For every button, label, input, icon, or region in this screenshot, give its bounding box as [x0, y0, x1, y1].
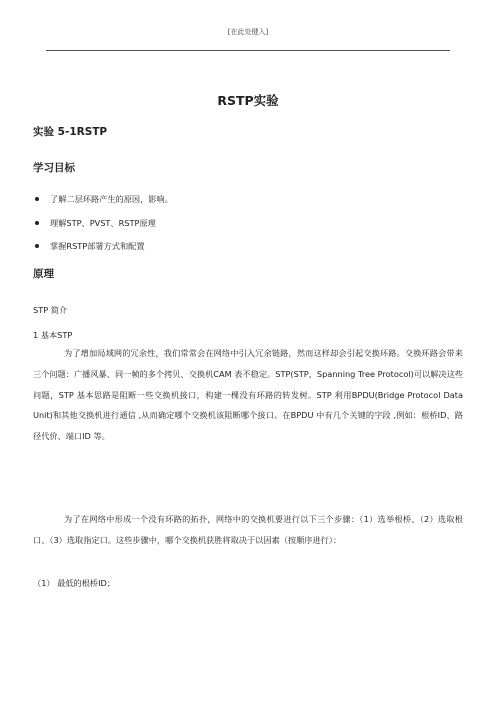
page-header-text: [在此处键入]	[227, 28, 269, 36]
numbered-item-1: （1） 最低的根桥ID；	[33, 578, 116, 588]
principle-heading: 原理	[33, 268, 54, 280]
list-item	[33, 216, 173, 240]
bullet-icon	[35, 244, 39, 248]
paragraph-topology-steps: 为了在网络中形成一个没有环路的拓扑，网络中的交换机要进行以下三个步骤：（1）选举根桥、（2）选取根口、（3）选取指定口。这些步骤中，哪个交换机获胜将取决于以因素（按顺序进行）：	[33, 514, 463, 545]
document-title: RSTP实验	[217, 93, 279, 108]
basic-stp-line: 1 基本STP	[33, 330, 73, 340]
bullet-icon	[35, 197, 39, 201]
header-rule	[46, 50, 450, 51]
list-item	[33, 239, 173, 263]
stp-intro-line: STP 简介	[33, 305, 68, 315]
paragraph-stp-overview: 为了增加局域网的冗余性，我们常常会在网络中引入冗余链路，然而这样却会引起交换环路。交换环路会带来三个问题：广播风暴、同一帧的多个拷贝、交换机CAM 表不稳定。STP(STP，Spanning Tree Protocol)可以解决这些问题，STP 基本思路是阻断一些交换机接口，构建一棵没有环路的转发树。STP 利用BPDU(Bridge Protocol Data Unit)和其他交换机进行通信 ,从而确定哪个交换机该阻断哪个接口。在BPDU 中有几个关键的字段 ,例如：根桥ID、路径代价、端口ID 等。	[33, 348, 463, 442]
objectives-heading: 学习目标	[33, 162, 75, 174]
objectives-list	[33, 192, 173, 263]
bullet-icon	[35, 221, 39, 225]
experiment-heading: 实验 5-1RSTP	[33, 126, 108, 138]
objective-text: 了解二层环路产生的原因，影响。	[50, 194, 173, 204]
list-item	[33, 192, 173, 216]
objective-text: 掌握RSTP部署方式和配置	[50, 241, 145, 251]
objective-text: 理解STP、PVST、RSTP原理	[50, 217, 156, 228]
